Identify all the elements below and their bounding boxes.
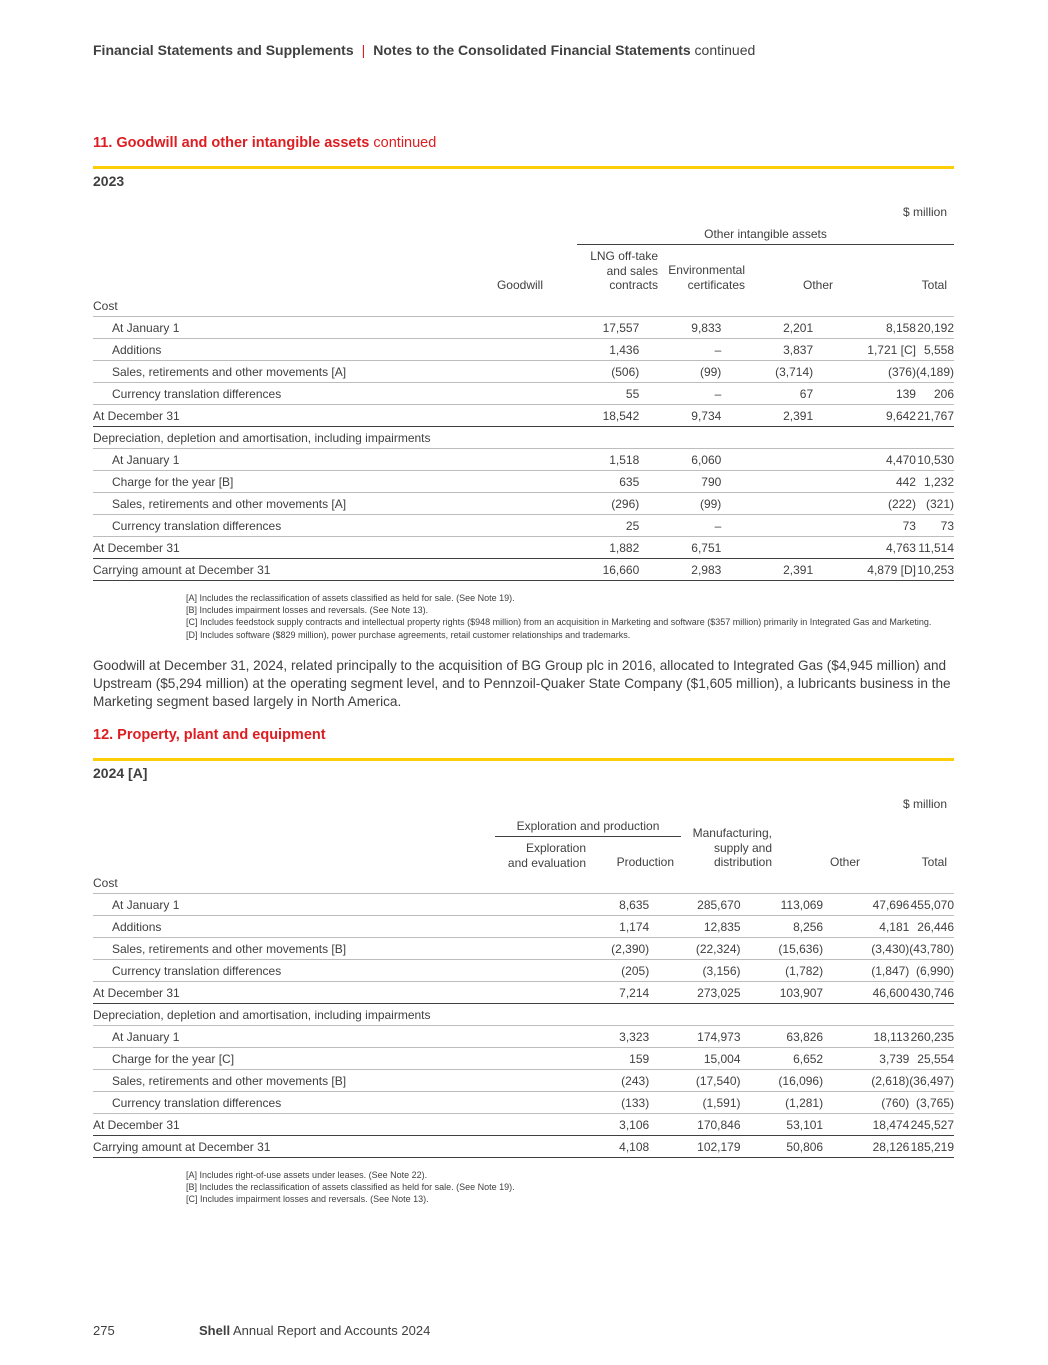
spacer-cell	[487, 1092, 570, 1114]
value-cell: 4,181	[823, 916, 909, 938]
value-cell: 2,391	[721, 559, 813, 581]
row-label: Sales, retirements and other movements [A]	[93, 493, 480, 515]
row-label: Currency translation differences	[93, 1092, 487, 1114]
footer-brand: Shell	[199, 1323, 231, 1338]
value-cell: 3,739	[823, 1048, 909, 1070]
spacer-cell	[487, 1070, 570, 1092]
value-cell	[639, 295, 721, 317]
note11-title-text: 11. Goodwill and other intangible assets	[93, 135, 370, 151]
value-cell	[823, 872, 909, 894]
value-cell	[721, 471, 813, 493]
value-cell: (1,782)	[741, 960, 824, 982]
value-cell	[721, 295, 813, 317]
header-subsection: Notes to the Consolidated Financial Statements	[373, 42, 691, 58]
table-row	[93, 1004, 954, 1026]
row-label: At December 31	[93, 537, 480, 559]
spacer-cell	[487, 1136, 570, 1158]
value-cell	[916, 427, 954, 449]
value-cell: 7,214	[570, 982, 649, 1004]
table-row	[93, 982, 954, 1004]
row-label: At December 31	[93, 405, 480, 427]
value-cell: (99)	[639, 493, 721, 515]
table-row	[93, 894, 954, 916]
note12-year: 2024 [A]	[93, 765, 148, 781]
value-cell: (243)	[570, 1070, 649, 1092]
value-cell: 1,174	[570, 916, 649, 938]
value-cell: 1,436	[532, 339, 639, 361]
note11-col-lng-line2: and sales	[606, 263, 658, 278]
spacer-cell	[480, 405, 532, 427]
value-cell	[741, 872, 824, 894]
note11-footnote-a: [A] Includes the reclassification of assets classified as held for sale. (See Note 19).	[186, 593, 515, 603]
value-cell: 1,518	[532, 449, 639, 471]
value-cell: 10,530	[916, 449, 954, 471]
value-cell: 139	[813, 383, 916, 405]
spacer-cell	[487, 1004, 570, 1026]
value-cell: 5,558	[916, 339, 954, 361]
row-label: Sales, retirements and other movements [B]	[93, 1070, 487, 1092]
note11-year: 2023	[93, 173, 125, 189]
note12-col-mfg	[693, 826, 772, 870]
value-cell: –	[639, 383, 721, 405]
value-cell: 1,882	[532, 537, 639, 559]
value-cell: (6,990)	[909, 960, 954, 982]
spacer-cell	[480, 361, 532, 383]
value-cell: –	[639, 515, 721, 537]
value-cell: (99)	[639, 361, 721, 383]
header-separator: |	[361, 42, 366, 58]
spacer-cell	[480, 493, 532, 515]
table-row	[93, 938, 954, 960]
value-cell	[532, 295, 639, 317]
value-cell: 185,219	[909, 1136, 954, 1158]
value-cell: 53,101	[741, 1114, 824, 1136]
note11-col-lng-line3: contracts	[609, 278, 658, 292]
note12-col-production: Production	[616, 855, 674, 869]
value-cell: 3,837	[721, 339, 813, 361]
value-cell: (15,636)	[741, 938, 824, 960]
table-row	[93, 361, 954, 383]
value-cell	[813, 295, 916, 317]
value-cell: 8,635	[570, 894, 649, 916]
value-cell: 159	[570, 1048, 649, 1070]
value-cell: 455,070	[909, 894, 954, 916]
value-cell	[909, 872, 954, 894]
spacer-cell	[480, 471, 532, 493]
value-cell: 25,554	[909, 1048, 954, 1070]
note11-table	[93, 295, 954, 581]
note11-col-env	[668, 263, 745, 292]
value-cell: 18,113	[823, 1026, 909, 1048]
row-label: Additions	[93, 339, 480, 361]
value-cell: (133)	[570, 1092, 649, 1114]
note12-table-body	[93, 872, 954, 1158]
value-cell: 17,557	[532, 317, 639, 339]
value-cell: 2,201	[721, 317, 813, 339]
value-cell: (2,390)	[570, 938, 649, 960]
row-label: Cost	[93, 295, 480, 317]
note12-col-mfg-line3: distribution	[713, 855, 772, 869]
spacer-cell	[480, 515, 532, 537]
value-cell: (22,324)	[649, 938, 740, 960]
value-cell	[813, 427, 916, 449]
note12-col-mfg-line1: Manufacturing,	[692, 826, 772, 840]
spacer-cell	[487, 938, 570, 960]
note11-continued: continued	[373, 135, 437, 151]
value-cell: 20,192	[916, 317, 954, 339]
value-cell: (506)	[532, 361, 639, 383]
note12-footnotes	[93, 1169, 515, 1206]
value-cell: (1,281)	[741, 1092, 824, 1114]
value-cell: (296)	[532, 493, 639, 515]
note11-col-env-line2: certificates	[687, 277, 745, 292]
note11-group-header: Other intangible assets	[704, 227, 827, 241]
value-cell: 46,600	[823, 982, 909, 1004]
note11-col-env-line1: Environmental	[668, 263, 745, 277]
value-cell	[649, 1004, 740, 1026]
value-cell: 635	[532, 471, 639, 493]
value-cell: 21,767	[916, 405, 954, 427]
note12-col-expl-line1: Exploration	[525, 841, 586, 855]
note12-col-expl	[508, 841, 586, 870]
value-cell: 2,983	[639, 559, 721, 581]
value-cell	[741, 1004, 824, 1026]
value-cell: (3,430)	[823, 938, 909, 960]
note11-group-rule	[577, 244, 954, 245]
note11-table-body	[93, 295, 954, 581]
value-cell: (3,714)	[721, 361, 813, 383]
row-label: Depreciation, depletion and amortisation, including impairments	[93, 427, 480, 449]
note11-col-lng-line1: LNG off-take	[590, 249, 658, 263]
note12-title: 12. Property, plant and equipment	[93, 727, 326, 743]
value-cell: 3,106	[570, 1114, 649, 1136]
value-cell: (376)	[813, 361, 916, 383]
value-cell: 55	[532, 383, 639, 405]
table-row	[93, 405, 954, 427]
spacer-cell	[487, 894, 570, 916]
row-label: Additions	[93, 916, 487, 938]
table-row	[93, 559, 954, 581]
table-row	[93, 1092, 954, 1114]
value-cell: 73	[916, 515, 954, 537]
row-label: Carrying amount at December 31	[93, 1136, 487, 1158]
table-row	[93, 295, 954, 317]
value-cell	[909, 1004, 954, 1026]
table-row	[93, 1070, 954, 1092]
value-cell: 3,323	[570, 1026, 649, 1048]
value-cell: 285,670	[649, 894, 740, 916]
spacer-cell	[480, 383, 532, 405]
value-cell: 9,734	[639, 405, 721, 427]
note11-unit: $ million	[902, 205, 947, 219]
value-cell	[721, 427, 813, 449]
value-cell: 245,527	[909, 1114, 954, 1136]
value-cell: 4,470	[813, 449, 916, 471]
table-row	[93, 339, 954, 361]
value-cell: 102,179	[649, 1136, 740, 1158]
spacer-cell	[487, 982, 570, 1004]
value-cell	[721, 537, 813, 559]
spacer-cell	[487, 1026, 570, 1048]
note11-footnote-d: [D] Includes software ($829 million), power purchase agreements, retail customer relationships and trademarks.	[186, 629, 631, 640]
note12-group-header: Exploration and production	[516, 819, 660, 833]
table-row	[93, 916, 954, 938]
value-cell: (760)	[823, 1092, 909, 1114]
value-cell: (3,156)	[649, 960, 740, 982]
value-cell	[721, 449, 813, 471]
table-row	[93, 960, 954, 982]
note12-col-other: Other	[829, 855, 860, 869]
table-row	[93, 493, 954, 515]
spacer-cell	[487, 916, 570, 938]
value-cell: 103,907	[741, 982, 824, 1004]
value-cell: (3,765)	[909, 1092, 954, 1114]
value-cell: 28,126	[823, 1136, 909, 1158]
header-section: Financial Statements and Supplements	[93, 42, 354, 58]
row-label: At January 1	[93, 1026, 487, 1048]
value-cell: 73	[813, 515, 916, 537]
value-cell: 4,108	[570, 1136, 649, 1158]
spacer-cell	[480, 559, 532, 581]
page-header	[93, 42, 755, 58]
note12-rule	[93, 758, 954, 761]
table-row	[93, 872, 954, 894]
goodwill-paragraph: Goodwill at December 31, 2024, related principally to the acquisition of BG Group plc in 2016, allocated to Integrated Gas ($4,945 million) and Upstream ($5,294 million) at the operating segment level, and to Pennzoil-Quaker State Company ($1,605 million), a lubricants business in the Marketing segment based largely in North America.	[93, 658, 951, 709]
row-label: Currency translation differences	[93, 515, 480, 537]
note11-col-total: Total	[921, 278, 947, 292]
table-row	[93, 1048, 954, 1070]
note12-footnote-a: [A] Includes right-of-use assets under leases. (See Note 22).	[186, 1170, 428, 1180]
footer-report: Annual Report and Accounts 2024	[232, 1323, 431, 1338]
value-cell: (1,591)	[649, 1092, 740, 1114]
note11-col-other: Other	[802, 278, 833, 292]
row-label: At January 1	[93, 894, 487, 916]
value-cell: 170,846	[649, 1114, 740, 1136]
table-row	[93, 1114, 954, 1136]
value-cell	[823, 1004, 909, 1026]
note11-footnote-c: [C] Includes feedstock supply contracts and intellectual property rights ($948 million) from an acquisition in Marketing and software ($357 million) primarily in Integrated Gas and Marketing.	[186, 617, 932, 628]
row-label: Charge for the year [B]	[93, 471, 480, 493]
note12-col-total: Total	[921, 855, 947, 869]
value-cell: 6,060	[639, 449, 721, 471]
value-cell	[916, 295, 954, 317]
row-label: Depreciation, depletion and amortisation, including impairments	[93, 1004, 487, 1026]
value-cell: 260,235	[909, 1026, 954, 1048]
row-label: At December 31	[93, 1114, 487, 1136]
note11-footnote-b: [B] Includes impairment losses and reversals. (See Note 13).	[186, 605, 429, 616]
note11-rule	[93, 166, 954, 169]
note12-footnote-b: [B] Includes the reclassification of assets classified as held for sale. (See Note 19).	[186, 1182, 515, 1193]
value-cell: (2,618)	[823, 1070, 909, 1092]
note11-footnotes	[93, 592, 932, 641]
value-cell: (1,847)	[823, 960, 909, 982]
value-cell	[532, 427, 639, 449]
page-number: 275	[93, 1323, 115, 1338]
row-label: Cost	[93, 872, 487, 894]
value-cell: 18,474	[823, 1114, 909, 1136]
value-cell: 9,642	[813, 405, 916, 427]
value-cell: (16,096)	[741, 1070, 824, 1092]
value-cell: 6,751	[639, 537, 721, 559]
value-cell: (4,189)	[916, 361, 954, 383]
value-cell: 9,833	[639, 317, 721, 339]
value-cell: (222)	[813, 493, 916, 515]
value-cell: 25	[532, 515, 639, 537]
value-cell: 442	[813, 471, 916, 493]
row-label: At January 1	[93, 449, 480, 471]
note12-col-expl-line2: and evaluation	[507, 855, 586, 870]
value-cell	[639, 427, 721, 449]
spacer-cell	[480, 295, 532, 317]
row-label: Carrying amount at December 31	[93, 559, 480, 581]
value-cell: (17,540)	[649, 1070, 740, 1092]
value-cell: 206	[916, 383, 954, 405]
value-cell: 1,232	[916, 471, 954, 493]
row-label: Sales, retirements and other movements [A]	[93, 361, 480, 383]
value-cell: 2,391	[721, 405, 813, 427]
table-row	[93, 537, 954, 559]
row-label: At January 1	[93, 317, 480, 339]
value-cell	[649, 872, 740, 894]
value-cell: 4,879 [D]	[813, 559, 916, 581]
value-cell: 18,542	[532, 405, 639, 427]
row-label: Sales, retirements and other movements [B]	[93, 938, 487, 960]
value-cell: 790	[639, 471, 721, 493]
spacer-cell	[487, 960, 570, 982]
note11-col-goodwill: Goodwill	[496, 278, 543, 292]
value-cell: (321)	[916, 493, 954, 515]
value-cell: 6,652	[741, 1048, 824, 1070]
value-cell	[570, 872, 649, 894]
table-row	[93, 515, 954, 537]
value-cell: 15,004	[649, 1048, 740, 1070]
row-label: At December 31	[93, 982, 487, 1004]
value-cell: (43,780)	[909, 938, 954, 960]
value-cell: 273,025	[649, 982, 740, 1004]
value-cell: 47,696	[823, 894, 909, 916]
value-cell: 4,763	[813, 537, 916, 559]
note12-col-mfg-line2: supply and	[713, 840, 772, 855]
note12-group-rule	[495, 836, 681, 837]
value-cell: (36,497)	[909, 1070, 954, 1092]
table-row	[93, 317, 954, 339]
spacer-cell	[487, 872, 570, 894]
row-label: Currency translation differences	[93, 383, 480, 405]
note11-col-lng	[590, 249, 658, 293]
table-row	[93, 383, 954, 405]
spacer-cell	[480, 449, 532, 471]
value-cell: 11,514	[916, 537, 954, 559]
value-cell	[721, 493, 813, 515]
note12-footnote-c: [C] Includes impairment losses and reversals. (See Note 13).	[186, 1194, 429, 1205]
value-cell: 63,826	[741, 1026, 824, 1048]
row-label: Charge for the year [C]	[93, 1048, 487, 1070]
value-cell: 8,256	[741, 916, 824, 938]
value-cell: 10,253	[916, 559, 954, 581]
value-cell: 430,746	[909, 982, 954, 1004]
note12-unit: $ million	[902, 797, 947, 811]
table-row	[93, 1136, 954, 1158]
value-cell	[721, 515, 813, 537]
value-cell: 174,973	[649, 1026, 740, 1048]
table-row	[93, 1026, 954, 1048]
value-cell: –	[639, 339, 721, 361]
value-cell: 26,446	[909, 916, 954, 938]
value-cell: 113,069	[741, 894, 824, 916]
spacer-cell	[487, 1114, 570, 1136]
note11-title	[93, 135, 436, 151]
spacer-cell	[480, 339, 532, 361]
value-cell: 12,835	[649, 916, 740, 938]
spacer-cell	[480, 537, 532, 559]
value-cell: 50,806	[741, 1136, 824, 1158]
value-cell: 16,660	[532, 559, 639, 581]
table-row	[93, 427, 954, 449]
value-cell: (205)	[570, 960, 649, 982]
value-cell	[570, 1004, 649, 1026]
table-row	[93, 449, 954, 471]
spacer-cell	[480, 317, 532, 339]
header-continued: continued	[694, 42, 756, 58]
value-cell: 8,158	[813, 317, 916, 339]
value-cell: 67	[721, 383, 813, 405]
spacer-cell	[487, 1048, 570, 1070]
row-label: Currency translation differences	[93, 960, 487, 982]
value-cell: 1,721 [C]	[813, 339, 916, 361]
spacer-cell	[480, 427, 532, 449]
table-row	[93, 471, 954, 493]
footer-brand-line	[199, 1323, 430, 1338]
note12-table	[93, 872, 954, 1158]
